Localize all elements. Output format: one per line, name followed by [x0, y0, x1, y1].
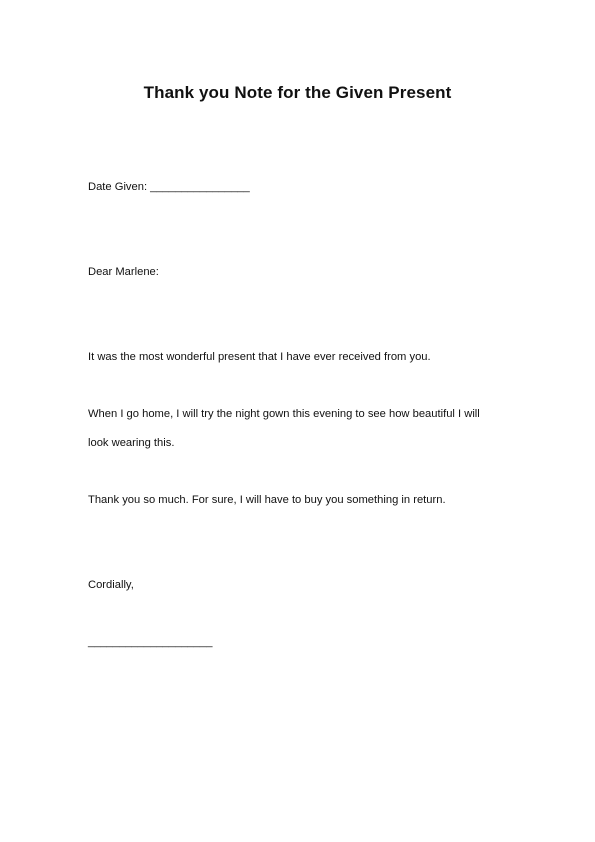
paragraph-2-line-2: look wearing this.	[88, 437, 175, 449]
closing: Cordially,	[88, 579, 134, 591]
signature-line: ____________________	[88, 636, 213, 648]
paragraph-3: Thank you so much. For sure, I will have to buy you something in return.	[88, 494, 446, 506]
date-given-line: Date Given: ________________	[88, 181, 250, 193]
salutation: Dear Marlene:	[88, 266, 159, 278]
paragraph-2-line-1: When I go home, I will try the night gown this evening to see how beautiful I will	[88, 408, 480, 420]
paragraph-1: It was the most wonderful present that I have ever received from you.	[88, 351, 431, 363]
page-title: Thank you Note for the Given Present	[143, 83, 452, 102]
